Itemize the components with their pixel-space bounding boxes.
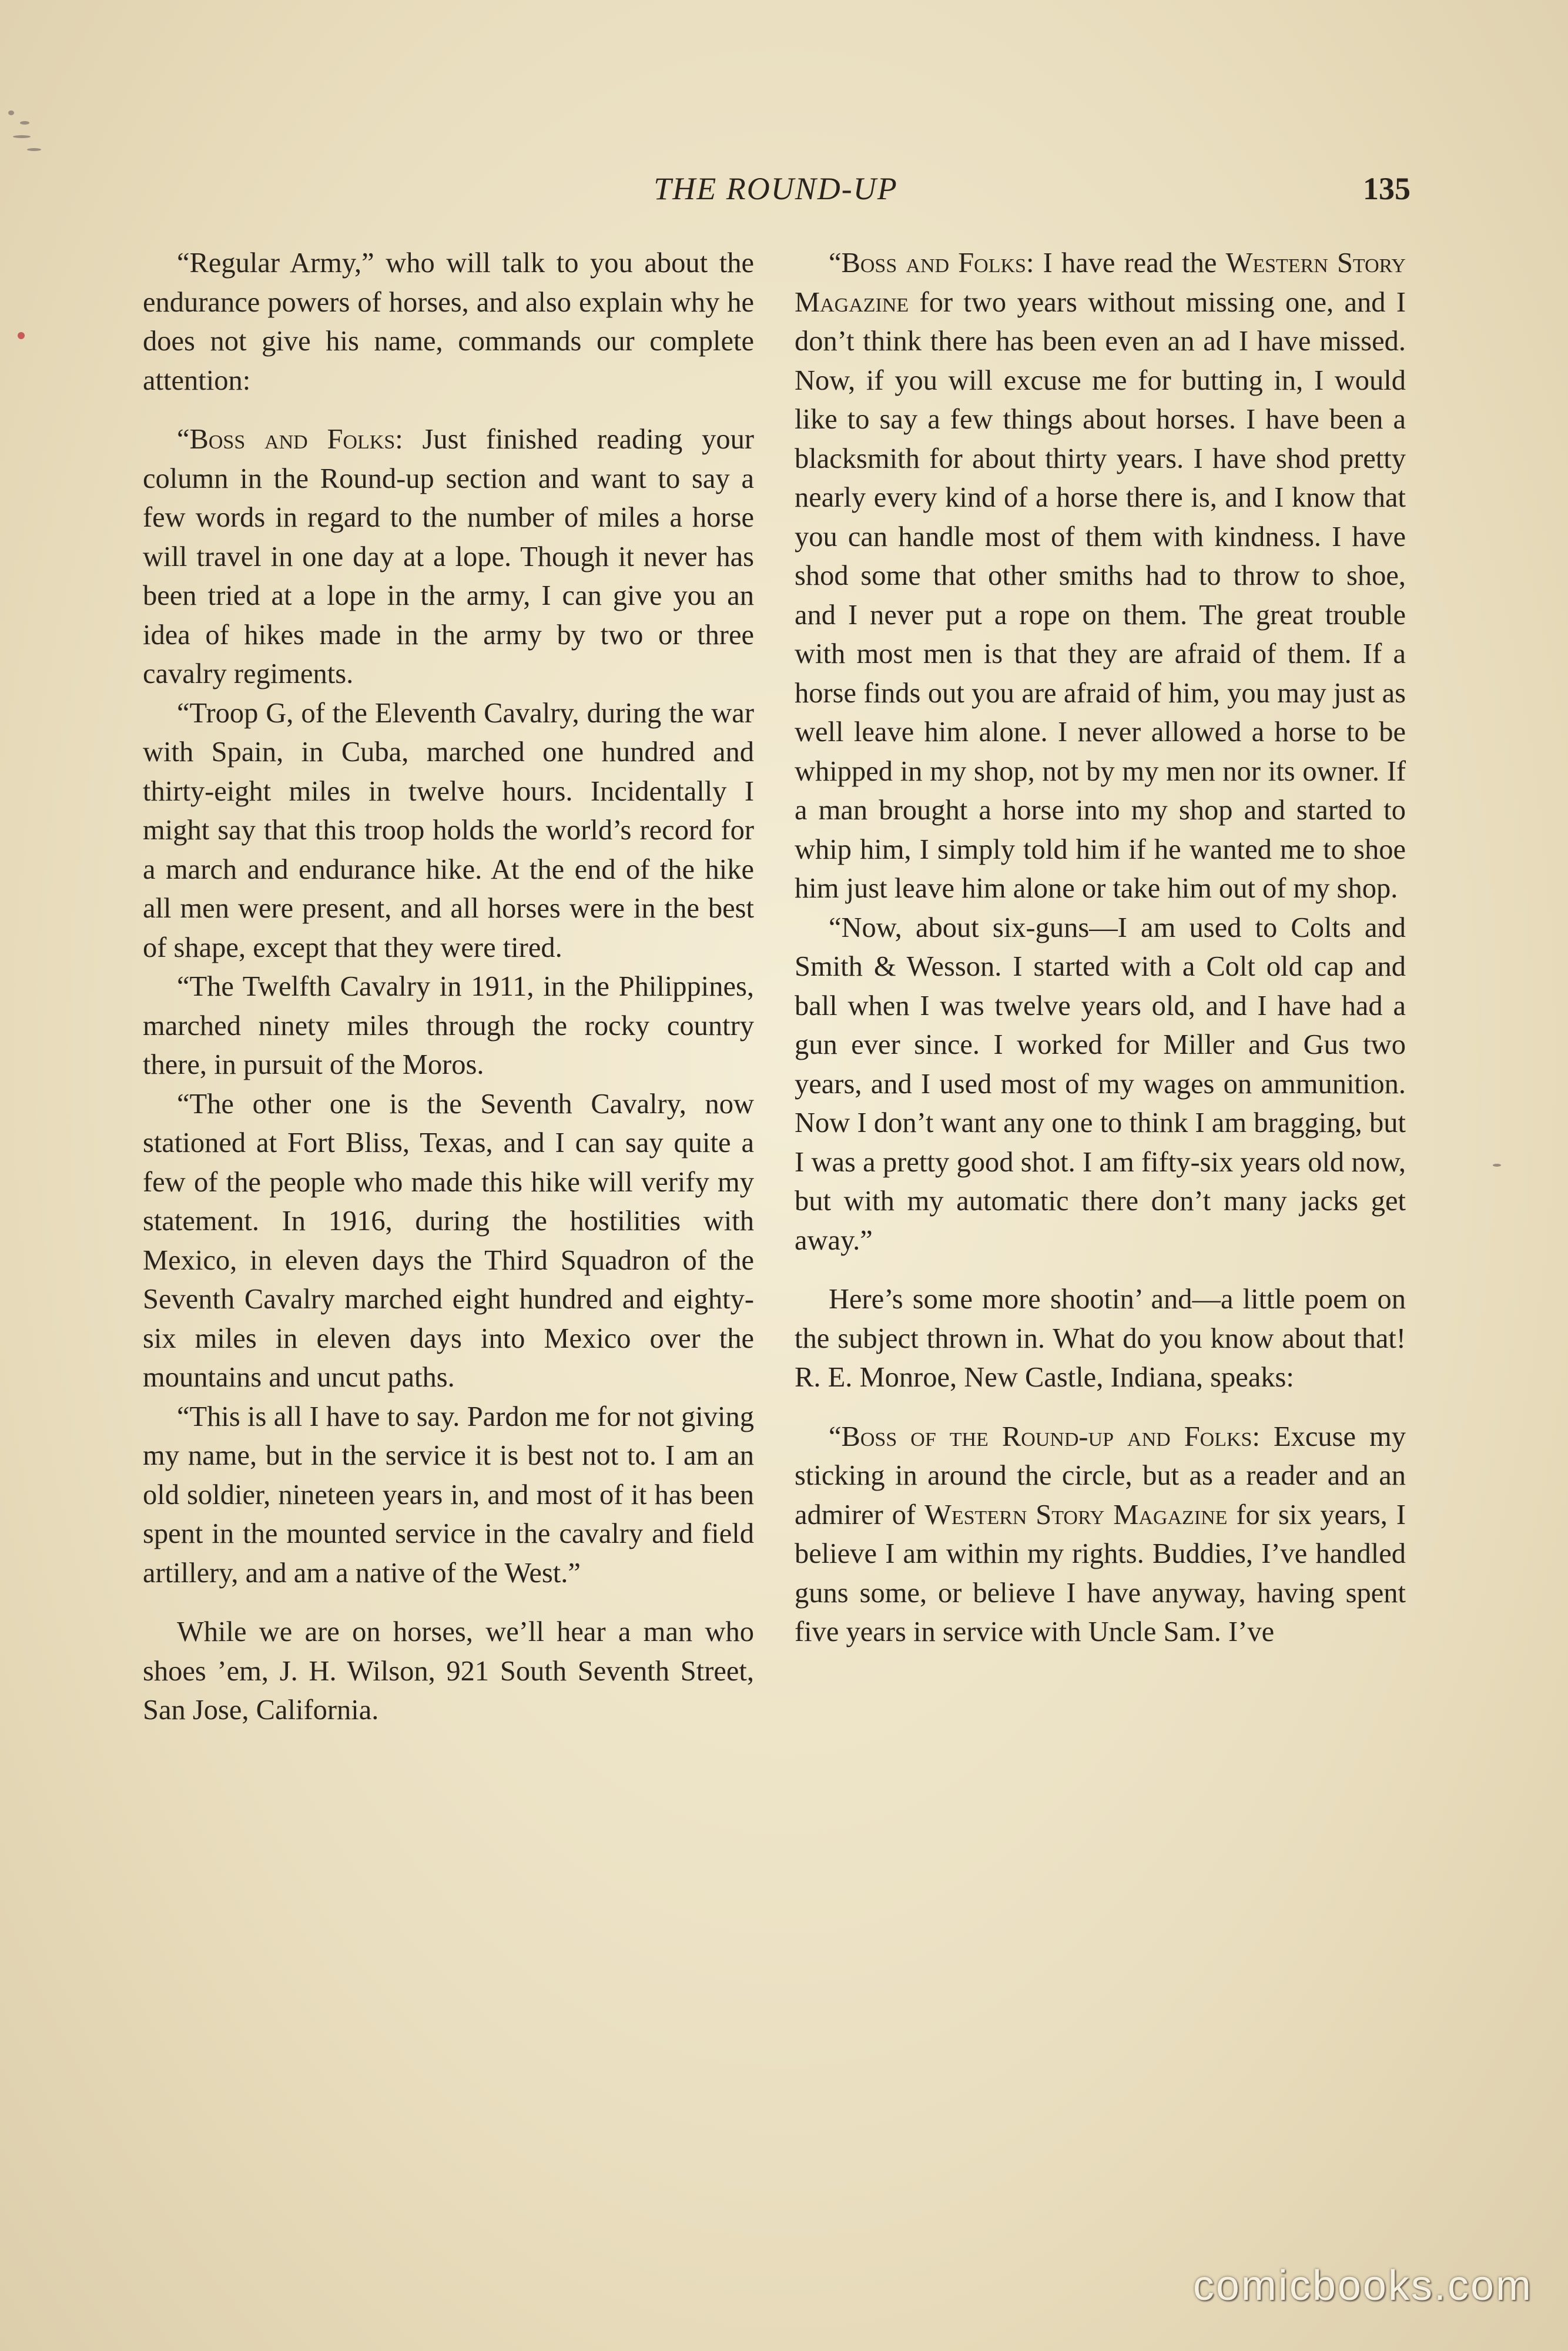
paragraph: “Boss and Folks: I have read the Western Story Magazine for two years without missing one, and I don’t think there has been even an ad I have missed. Now, if you will excuse me for butting in, I would like to say a few things about horses. I have been a blacksmith for about thirty years. I have shod pretty nearly every kind of a horse there is, and I know that you can handle most of them with kindness. I have shod some that other smiths had to throw to shoe, and I never put a rope on them. The great trouble with most men is that they are afraid of them. If a horse finds out you are afraid of him, you may just as well leave him alone. I never allowed a horse to be whipped in my shop, not by my men nor its owner. If a man brought a horse into my shop and started to whip him, I simply told him if he wanted me to shoe him just leave him alone or take him out of my shop. [795,247,1406,904]
right-column [795,244,1406,1652]
magazine-name: Western Story Magazine [924,1499,1228,1531]
paragraph: “This is all I have to say. Pardon me for not giving my name, but in the service it is best not to. I am an old soldier, nineteen years in, and most of it has been spent in the mounted service in the cavalry and field artillery, and am a native of the West.” [143,1401,754,1589]
margin-speck [20,121,29,125]
paragraph: “Boss and Folks: Just finished reading your column in the Round-up section and want to say a few words in regard to the number of miles a horse will travel in one day at a lope. Though it never has been tried at a lope in the army, I can give you an idea of hikes made in the army by two or three cavalry regiments. [143,424,754,689]
site-watermark: comicbooks.com [1192,2262,1533,2309]
paragraph: Here’s some more shootin’ and—a little poem on the subject thrown in. What do you know about that! R. E. Monroe, New Castle, Indiana, speaks: [795,1284,1406,1393]
paragraph: “The other one is the Seventh Cavalry, now stationed at Fort Bliss, Texas, and I can say quite a few of the people who made this hike will verify my statement. In 1916, during the hostilities with Mexico, in eleven days the Third Squadron of the Seventh Cavalry marched eight hundred and eighty-six miles in eleven days into Mexico over the mountains and uncut paths. [143,1088,754,1393]
paragraph: “Boss of the Round-up and Folks: Excuse my sticking in around the circle, but as a reader and an admirer of Western Story Magazine for six years, I believe I am within my rights. Buddies, I’ve handled guns some, or believe I have anyway, having spent five years in service with Uncle Sam. I’ve [795,1421,1406,1647]
salutation: “Boss and Folks: [177,424,403,455]
paragraph: “Now, about six-guns—I am used to Colts and Smith & Wesson. I started with a Colt old cap and ball when I was twelve years old, and I have had a gun ever since. I worked for Miller and Gus two years, and I used most of my wages on ammunition. Now I don’t want any one to think I am bragging, but I was a pretty good shot. I am fifty-six years old now, but with my automatic there don’t many jacks get away.” [795,912,1406,1256]
running-title: THE ROUND-UP [654,171,898,206]
magazine-name: Western Story Magazine [795,247,1406,318]
paragraph: While we are on horses, we’ll hear a man who shoes ’em, J. H. Wilson, 921 South Seventh Street, San Jose, California. [143,1616,754,1726]
margin-speck [27,148,41,151]
ink-spot [18,332,25,339]
page-number: 135 [1363,171,1410,206]
margin-speck [1493,1164,1501,1167]
left-column [143,244,754,1730]
paragraph: “Troop G, of the Eleventh Cavalry, during the war with Spain, in Cuba, marched one hundred and thirty-eight miles in twelve hours. Incidentally I might say that this troop holds the world’s record for a march and endurance hike. At the end of the hike all men were present, and all horses were in the best of shape, except that they were tired. [143,697,754,963]
paragraph: “Regular Army,” who will talk to you about the endurance powers of horses, and also explain why he does not give his name, commands our complete attention: [143,247,754,396]
page-header [141,170,1410,217]
salutation: “Boss and Folks: [829,247,1034,279]
margin-speck [8,110,14,115]
margin-speck [13,135,31,138]
salutation: “Boss of the Round-up and Folks: [829,1421,1260,1452]
paragraph: “The Twelfth Cavalry in 1911, in the Philippines, marched ninety miles through the rocky country there, in pursuit of the Moros. [143,971,754,1080]
